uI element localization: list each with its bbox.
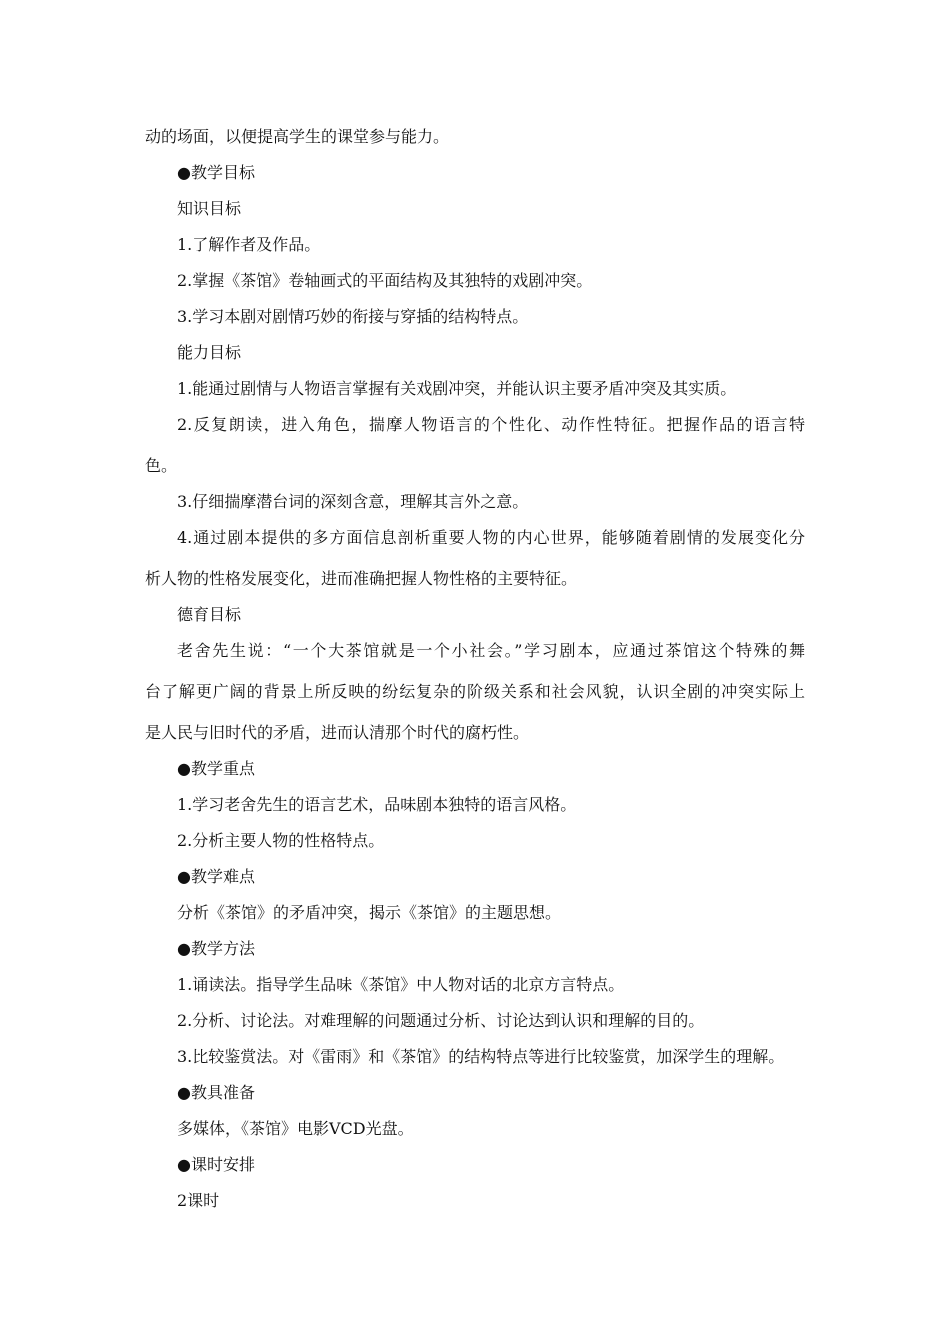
list-item: 1.了解作者及作品。 (177, 235, 321, 254)
list-item: 2.分析、讨论法。对难理解的问题通过分析、讨论达到认识和理解的目的。 (177, 1011, 705, 1030)
list-item: 3.比较鉴赏法。对《雷雨》和《茶馆》的结构特点等进行比较鉴赏，加深学生的理解。 (177, 1047, 785, 1066)
list-item: 1.学习老舍先生的语言艺术，品味剧本独特的语言风格。 (177, 795, 577, 814)
list-item: 1.诵读法。指导学生品味《茶馆》中人物对话的北京方言特点。 (177, 975, 625, 994)
section-heading-teaching-goals: ●教学目标 (177, 163, 255, 182)
list-item-continuation: 色。 (145, 456, 178, 475)
paragraph: 分析《茶馆》的矛盾冲突，揭示《茶馆》的主题思想。 (177, 903, 562, 922)
paragraph: 2课时 (177, 1191, 220, 1210)
section-heading-teaching-methods: ●教学方法 (177, 939, 255, 958)
list-item: 3.仔细揣摩潜台词的深刻含意，理解其言外之意。 (177, 492, 529, 511)
list-item-continuation: 析人物的性格发展变化，进而准确把握人物性格的主要特征。 (145, 569, 578, 588)
paragraph: 老舍先生说：“一个大茶馆就是一个小社会。”学习剧本，应通过茶馆这个特殊的舞 (177, 641, 805, 660)
paragraph-continuation: 台了解更广阔的背景上所反映的纷纭复杂的阶级关系和社会风貌，认识全剧的冲突实际上 (145, 682, 805, 701)
list-item: 3.学习本剧对剧情巧妙的衔接与穿插的结构特点。 (177, 307, 529, 326)
subheading-moral-goals: 德育目标 (177, 605, 242, 624)
section-heading-class-hours: ●课时安排 (177, 1155, 255, 1174)
section-heading-teaching-aids: ●教具准备 (177, 1083, 255, 1102)
paragraph: 多媒体，《茶馆》电影VCD光盘。 (177, 1119, 414, 1138)
list-item: 4.通过剧本提供的多方面信息剖析重要人物的内心世界，能够随着剧情的发展变化分 (177, 528, 805, 547)
section-heading-difficulties: ●教学难点 (177, 867, 255, 886)
subheading-knowledge-goals: 知识目标 (177, 199, 242, 218)
section-heading-key-points: ●教学重点 (177, 759, 255, 778)
list-item: 2.分析主要人物的性格特点。 (177, 831, 385, 850)
subheading-ability-goals: 能力目标 (177, 343, 242, 362)
list-item: 1.能通过剧情与人物语言掌握有关戏剧冲突，并能认识主要矛盾冲突及其实质。 (177, 379, 737, 398)
paragraph-continuation: 是人民与旧时代的矛盾，进而认清那个时代的腐朽性。 (145, 723, 530, 742)
list-item: 2.反复朗读，进入角色，揣摩人物语言的个性化、动作性特征。把握作品的语言特 (177, 415, 805, 434)
list-item: 2.掌握《茶馆》卷轴画式的平面结构及其独特的戏剧冲突。 (177, 271, 593, 290)
paragraph-continuation: 动的场面，以便提高学生的课堂参与能力。 (145, 127, 450, 146)
